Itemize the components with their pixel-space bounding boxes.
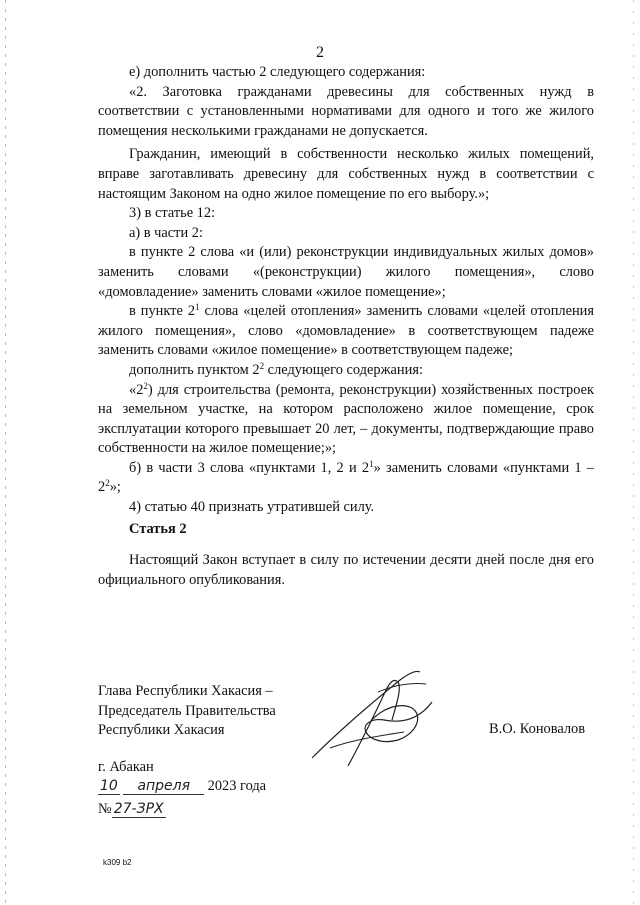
text-fragment: »;: [109, 479, 121, 496]
paragraph: 4) статью 40 признать утратившей силу.: [129, 499, 375, 516]
scan-edge-left: [5, 0, 6, 905]
text-fragment: ) для строительства (ремонта, реконструкции) хозяйственных построек на земельном участке, на котором расположено жилое помещение, срок эксплуатации которого превышает 20 лет, – документы, подтверждающие право собственности на жилое помещение;»;: [98, 381, 594, 457]
law-number: [98, 801, 166, 818]
scan-edge-right: [633, 0, 634, 905]
text-fragment: в пункте 2: [129, 303, 196, 320]
signatory-title-line: Председатель Правительства: [98, 702, 276, 719]
amendment-text: [98, 63, 594, 518]
superscript: 2: [105, 478, 110, 489]
footer-code: k309 b2: [103, 858, 132, 867]
superscript: 2: [259, 360, 265, 371]
text-fragment: б) в части 3 слова «пунктами 1, 2 и 2: [129, 459, 370, 476]
page-number: 2: [316, 44, 324, 61]
date-year: 2023 года: [207, 778, 267, 794]
paragraph: [98, 361, 594, 381]
signatory-title-line: Глава Республики Хакасия –: [98, 683, 273, 699]
number-value: 27-ЗРХ: [113, 801, 164, 817]
superscript: 1: [195, 302, 200, 313]
paragraph: е) дополнить частью 2 следующего содержания:: [129, 64, 426, 80]
superscript: 1: [369, 458, 374, 469]
number-prefix: №: [98, 801, 112, 817]
paragraph: 3) в статье 12:: [129, 205, 216, 222]
paragraph: «2. Заготовка гражданами древесины для собственных нужд в соответствии с установленными нормативами для одного и того же жилого помещения несколькими гражданами не допускается.: [98, 83, 594, 139]
paragraph: [98, 381, 594, 459]
text-fragment: «2: [129, 381, 144, 398]
paragraph: Гражданин, имеющий в собственности несколько жилых помещений, вправе заготавливать древесину для собственных нужд в соответствии с настоящим Законом на одно жилое помещение по его выбору.»;: [98, 146, 594, 202]
paragraph: в пункте 2 слова «и (или) реконструкции индивидуальных жилых домов» заменить словами «(реконструкции) жилого помещения», слово «домовладение» заменить словами «жилое помещение»;: [98, 244, 594, 300]
signatory-title-line: Республики Хакасия: [98, 722, 225, 739]
handwritten-signature: [308, 662, 438, 770]
signatory-title: [98, 682, 276, 741]
text-fragment: следующего содержания:: [264, 361, 423, 378]
signing-date: [98, 778, 266, 795]
paragraph: [98, 302, 594, 361]
article-text: Настоящий Закон вступает в силу по истечении десяти дней после дня его официального опубликования.: [98, 552, 594, 588]
date-day: 10: [100, 778, 118, 794]
text-fragment: слова «целей отопления» заменить словами «целей отопления жилого помещения», слово «домовладение» в соответствующем падеже заменить словами «жилое помещение» в соответствующем падеже;: [98, 303, 595, 359]
text-fragment: » заменить словами «пунктами 1 – 2: [98, 459, 594, 496]
date-month: апреля: [123, 779, 204, 795]
text-fragment: дополнить пунктом 2: [129, 361, 260, 378]
signatory-name: В.О. Коновалов: [489, 721, 586, 737]
article-heading: Статья 2: [129, 521, 187, 537]
superscript: 2: [143, 380, 148, 391]
paragraph: а) в части 2:: [129, 224, 203, 241]
paragraph: [98, 459, 594, 498]
place: г. Абакан: [98, 759, 154, 775]
